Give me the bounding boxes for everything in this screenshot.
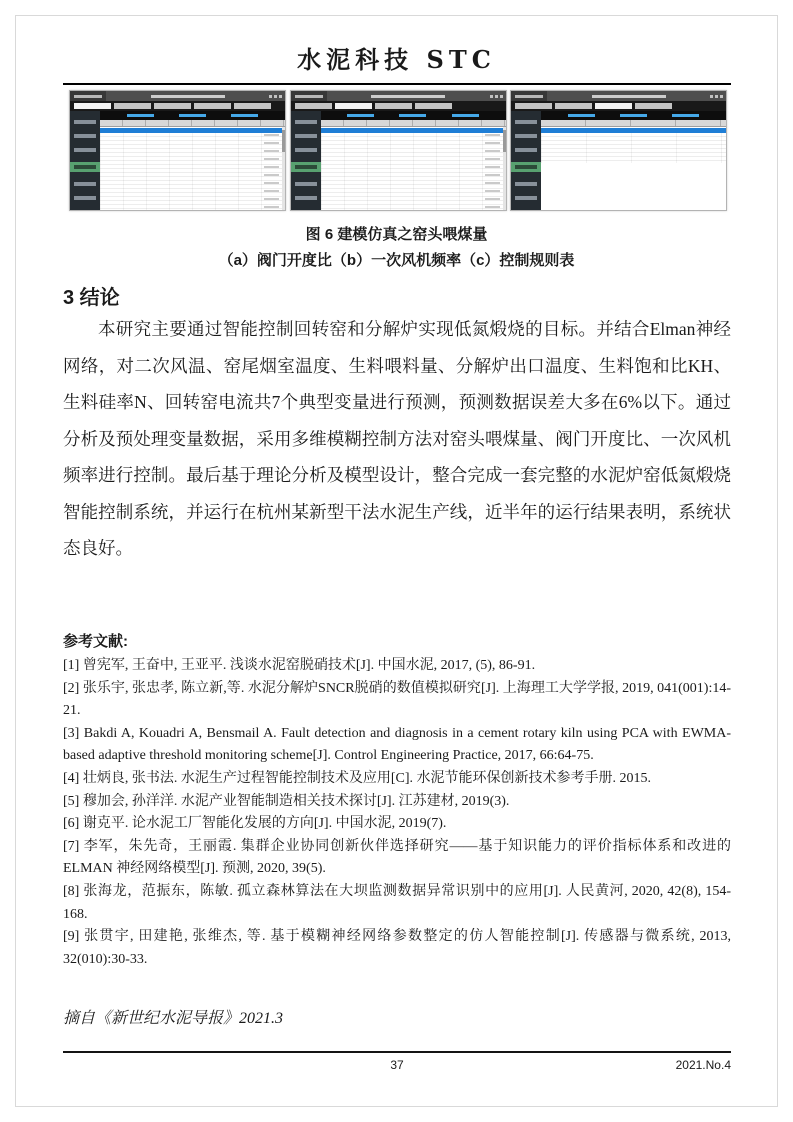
nav-sidebar (291, 111, 321, 210)
maximize-icon (495, 95, 498, 98)
nav-item (295, 196, 317, 200)
figure-subcaption: （a）阀门开度比（b）一次风机频率（c）控制规则表 (218, 252, 575, 269)
app-logo-text-placeholder (295, 95, 323, 98)
nav-item-active (70, 162, 100, 172)
scrollbar-thumb (282, 130, 285, 152)
tab-chip (295, 103, 332, 109)
tab-chip (335, 103, 372, 109)
table-rows (321, 133, 506, 210)
references-title: 参考文献: (63, 633, 128, 650)
tab-chip (375, 103, 412, 109)
figure-caption: 图 6 建模仿真之窑头喂煤量 (305, 226, 488, 243)
nav-item-label-placeholder (515, 165, 537, 169)
tab-chip (234, 103, 271, 109)
conclusion-paragraph: 本研究主要通过智能控制回转窑和分解炉实现低氮煅烧的目标。并结合Elman神经网络，对二次风温、窑尾烟室温度、生料喂料量、分解炉出口温度、生料饱和比KH、生料硅率N、回转窑电流共7个典型变量进行预测，预测数据误差大多在6%以下。通过分析及预处理变量数据，采用多维模糊控制方法对窑头喂煤量、阀门开度比、一次风机频率进行控制。最后基于理论分析及模型设计，整合完成一套完整的水泥炉窑低氮煅烧智能控制系统，并运行在杭州某新型干法水泥生产线，近半年的运行结果表明，系统状态良好。 (63, 319, 731, 558)
nav-item (295, 134, 317, 138)
table-rows (541, 133, 726, 163)
figure-window-c (510, 90, 727, 211)
nav-item (74, 182, 96, 186)
group-label (179, 114, 206, 117)
reference-item: [7] 李军，朱先奇，王丽霞. 集群企业协同创新伙伴选择研究——基于知识能力的评价指标体系和改进的ELMAN 神经网络模型[J]. 预测, 2020, 39(5). (63, 838, 731, 877)
nav-item-active (291, 162, 321, 172)
nav-item (515, 148, 537, 152)
table-panel (321, 111, 506, 210)
nav-item (295, 182, 317, 186)
group-label (620, 114, 647, 117)
value-column-placeholder (264, 134, 279, 208)
group-label (452, 114, 479, 117)
window-body (291, 111, 506, 210)
window-title-text (327, 95, 490, 98)
nav-sidebar (70, 111, 100, 210)
tab-bar (511, 101, 726, 111)
table-rows (100, 133, 285, 210)
minimize-icon (710, 95, 713, 98)
figure-window-a (69, 90, 286, 211)
group-label (347, 114, 374, 117)
window-title-placeholder (592, 95, 666, 98)
reference-item: [9] 张贯宇, 田建艳, 张维杰, 等. 基于模糊神经网络参数整定的仿人智能控制[J]. 传感器与微系统, 2013, 32(010):30-33. (63, 929, 731, 967)
window-body (511, 111, 726, 210)
reference-item: [5] 穆加会, 孙洋洋. 水泥产业智能制造相关技术探讨[J]. 江苏建材, 2019(3). (63, 793, 510, 809)
table-panel (100, 111, 285, 210)
group-label (399, 114, 426, 117)
window-titlebar (291, 91, 506, 101)
app-logo-area (291, 91, 327, 101)
group-label (568, 114, 595, 117)
window-controls (490, 95, 503, 98)
minimize-icon (269, 95, 272, 98)
window-titlebar (511, 91, 726, 101)
window-title-placeholder (371, 95, 445, 98)
nav-item-label-placeholder (74, 165, 96, 169)
window-title-text (106, 95, 269, 98)
group-label (127, 114, 154, 117)
column-group-bar (321, 111, 506, 120)
reference-item: [3] Bakdi A, Kouadri A, Bensmail A. Fault detection and diagnosis in a cement rotary kiln using PCA with EWMA-based adaptive threshold monitoring scheme[J]. Control Engineering Practice, 2017, 66:64-75. (63, 725, 731, 764)
nav-item (74, 120, 96, 124)
close-icon (720, 95, 723, 98)
nav-sidebar (511, 111, 541, 210)
app-logo-text-placeholder (515, 95, 543, 98)
minimize-icon (490, 95, 493, 98)
nav-item-label-placeholder (295, 165, 317, 169)
nav-item (515, 196, 537, 200)
tab-chip (194, 103, 231, 109)
tab-bar (291, 101, 506, 111)
issue-label: 2021.No.4 (675, 1058, 731, 1072)
references-list (63, 655, 731, 971)
window-controls (710, 95, 723, 98)
scrollbar-thumb (503, 130, 506, 152)
nav-item (515, 182, 537, 186)
reference-item: [2] 张乐宇, 张忠孝, 陈立新,等. 水泥分解炉SNCR脱硝的数值模拟研究[J]. 上海理工大学学报, 2019, 041(001):14-21. (63, 680, 731, 719)
window-title-text (547, 95, 710, 98)
tab-bar (70, 101, 285, 111)
section-heading: 3 结论 (63, 287, 120, 309)
value-column-placeholder (485, 134, 500, 208)
tab-chip (415, 103, 452, 109)
maximize-icon (715, 95, 718, 98)
nav-item (74, 134, 96, 138)
nav-item (74, 196, 96, 200)
table-header (321, 120, 506, 127)
close-icon (500, 95, 503, 98)
reference-item: [4] 壮炳良, 张书法. 水泥生产过程智能控制技术及应用[C]. 水泥节能环保创新技术参考手册. 2015. (63, 770, 651, 786)
tab-chip (74, 103, 111, 109)
table-empty-area (541, 163, 726, 210)
group-label (672, 114, 699, 117)
nav-item (515, 134, 537, 138)
reference-item: [1] 曾宪军, 王奋中, 王亚平. 浅谈水泥窑脱硝技术[J]. 中国水泥, 2017, (5), 86-91. (63, 658, 536, 673)
page-number: 37 (390, 1058, 404, 1072)
column-group-bar (100, 111, 285, 120)
app-logo-text-placeholder (74, 95, 102, 98)
header-divider (63, 83, 731, 85)
app-logo-area (70, 91, 106, 101)
column-group-bar (541, 111, 726, 120)
tab-chip (154, 103, 191, 109)
group-label (231, 114, 258, 117)
tab-chip (635, 103, 672, 109)
figure-window-b (290, 90, 507, 211)
reference-item: [8] 张海龙，范振东，陈敏. 孤立森林算法在大坝监测数据异常识别中的应用[J]. 人民黄河, 2020, 42(8), 154-168. (63, 883, 731, 922)
nav-item (515, 120, 537, 124)
nav-item (295, 120, 317, 124)
journal-title: 水泥科技 STC (297, 45, 496, 74)
window-controls (269, 95, 282, 98)
nav-item (295, 148, 317, 152)
tab-chip (595, 103, 632, 109)
table-header (100, 120, 285, 127)
reference-item: [6] 谢克平. 论水泥工厂智能化发展的方向[J]. 中国水泥, 2019(7). (63, 816, 447, 832)
close-icon (279, 95, 282, 98)
table-header (541, 120, 726, 127)
figure-screenshots (69, 90, 727, 211)
window-body (70, 111, 285, 210)
tab-chip (515, 103, 552, 109)
nav-item-active (511, 162, 541, 172)
tab-chip (114, 103, 151, 109)
source-note: 摘自《新世纪水泥导报》2021.3 (63, 1010, 284, 1027)
tab-chip (555, 103, 592, 109)
footer-divider (63, 1051, 731, 1053)
window-titlebar (70, 91, 285, 101)
nav-item (74, 148, 96, 152)
table-panel (541, 111, 726, 210)
app-logo-area (511, 91, 547, 101)
window-title-placeholder (151, 95, 225, 98)
maximize-icon (274, 95, 277, 98)
scrollbar (503, 127, 506, 210)
scrollbar (282, 127, 285, 210)
